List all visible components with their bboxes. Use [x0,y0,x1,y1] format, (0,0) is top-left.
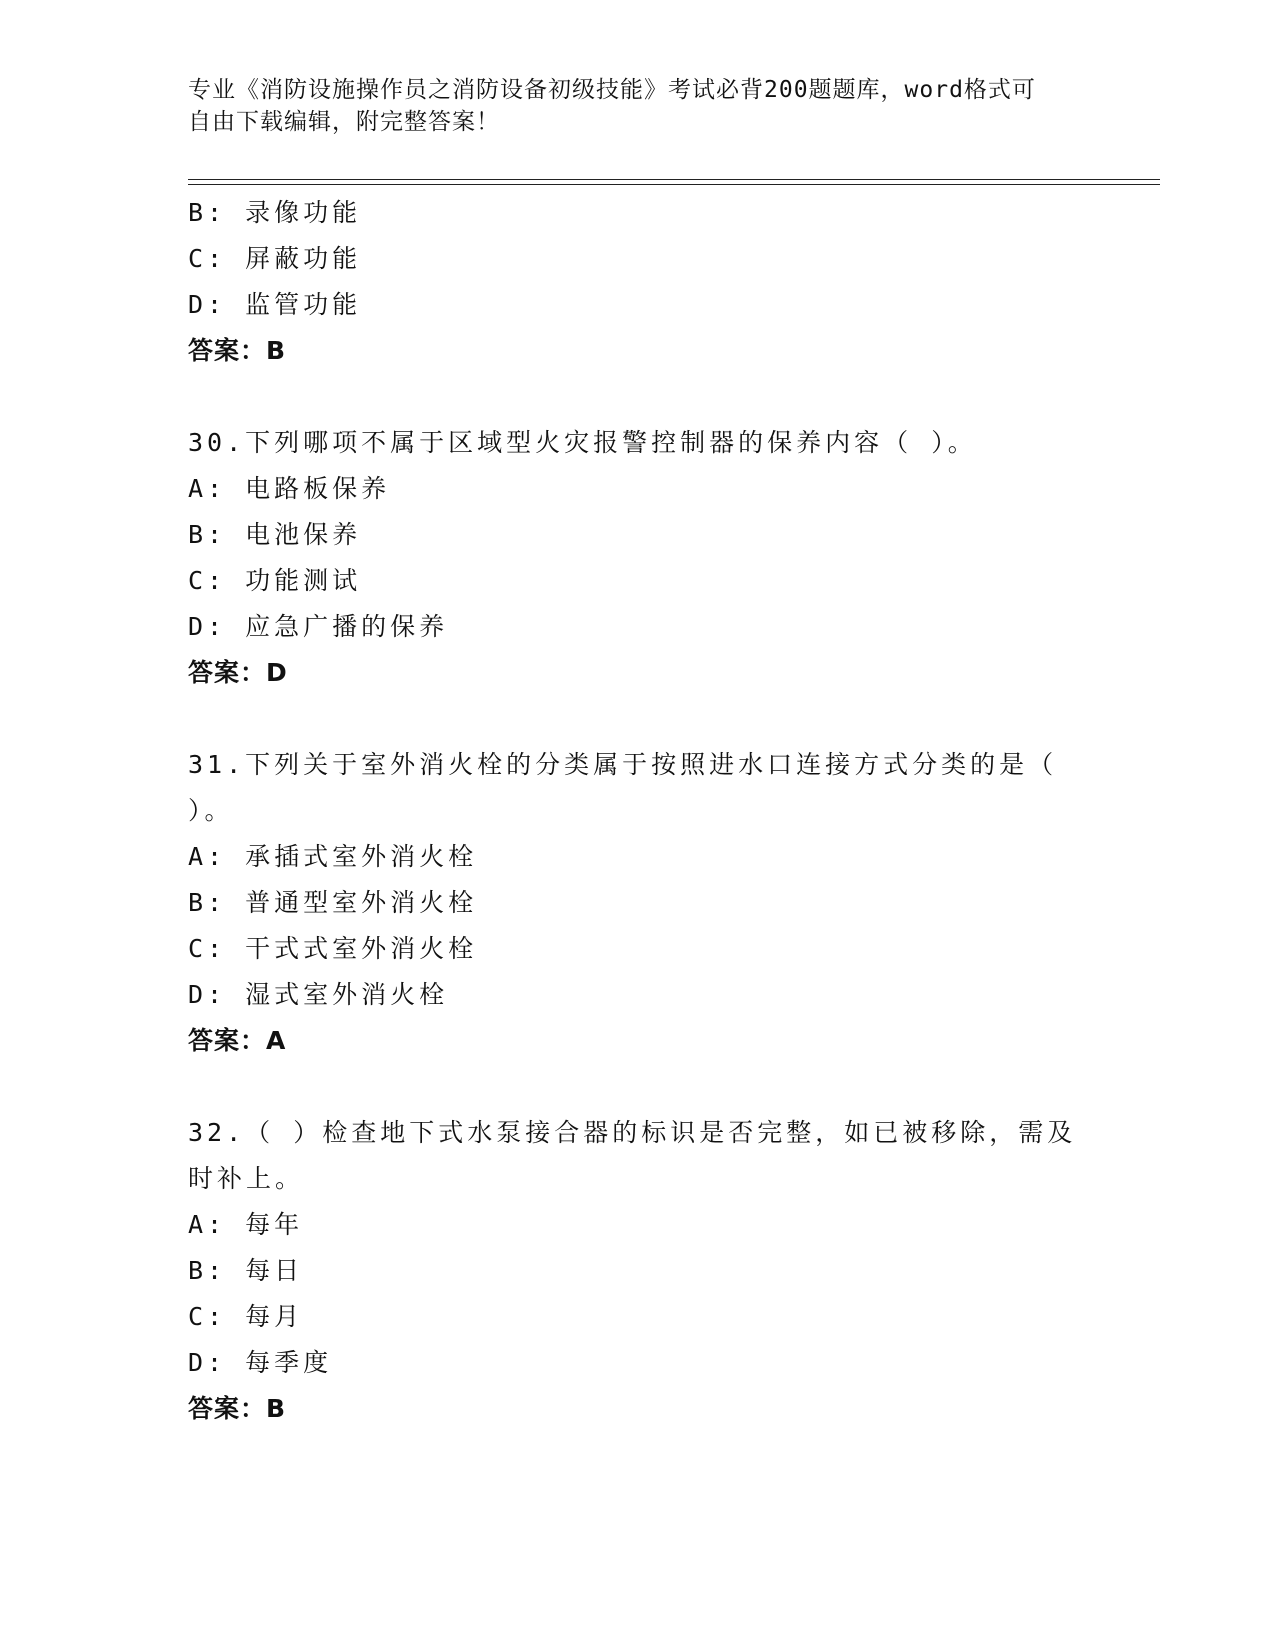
option-a: A: 电路板保养 [188,474,391,503]
answer: 答案：A [188,1026,287,1055]
option-b: B: 每日 [188,1256,304,1285]
option-b: B: 录像功能 [188,198,362,227]
question-31 [188,742,1088,1064]
option-c: C: 干式式室外消火栓 [188,934,478,963]
header-divider-top [188,179,1160,180]
option-c: C: 功能测试 [188,566,362,595]
option-c: C: 每月 [188,1302,304,1331]
answer: 答案：D [188,658,288,687]
spacer [188,374,1088,420]
option-a: A: 每年 [188,1210,304,1239]
question-30 [188,420,1088,696]
question-stem: 31.下列关于室外消火栓的分类属于按照进水口连接方式分类的是（ ）。 [188,750,1058,825]
option-b: B: 普通型室外消火栓 [188,888,478,917]
option-d: D: 应急广播的保养 [188,612,449,641]
question-stem: 32.（ ）检查地下式水泵接合器的标识是否完整，如已被移除，需及时补上。 [188,1118,1077,1193]
option-c: C: 屏蔽功能 [188,244,362,273]
question-32 [188,1110,1088,1432]
question-stem: 30.下列哪项不属于区域型火灾报警控制器的保养内容（ ）。 [188,428,977,457]
answer: 答案：B [188,1394,287,1423]
document-header [188,74,1088,138]
header-line-1: 专业《消防设施操作员之消防设备初级技能》考试必背200题题库，word格式可 [188,77,1036,103]
spacer [188,1064,1088,1110]
header-line-2: 自由下载编辑，附完整答案！ [188,109,500,135]
spacer [188,696,1088,742]
option-d: D: 湿式室外消火栓 [188,980,449,1009]
header-divider-bottom [188,184,1160,185]
option-d: D: 监管功能 [188,290,362,319]
option-d: D: 每季度 [188,1348,333,1377]
question-list [188,190,1088,1432]
question-fragment [188,190,1088,374]
option-a: A: 承插式室外消火栓 [188,842,478,871]
option-b: B: 电池保养 [188,520,362,549]
answer: 答案：B [188,336,287,365]
